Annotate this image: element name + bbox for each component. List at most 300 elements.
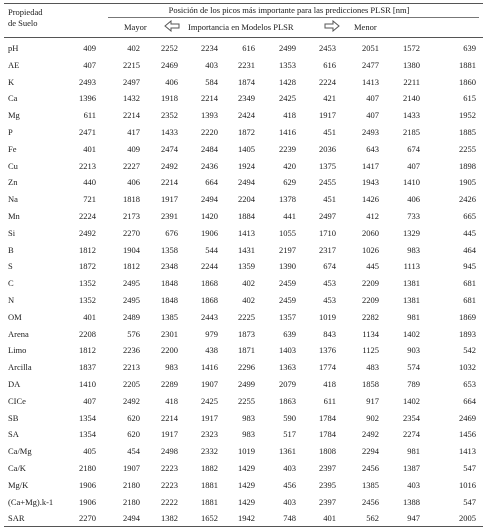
table-row xyxy=(0,359,487,376)
peak-value: 2492 xyxy=(79,227,96,238)
peak-value: 611 xyxy=(83,110,96,121)
peak-value: 2236 xyxy=(123,345,140,356)
peak-value: 2270 xyxy=(79,513,96,524)
importancia-label: Importancia en Modelos PLSR xyxy=(188,22,294,32)
peak-value: 2255 xyxy=(238,395,255,406)
peak-value: 421 xyxy=(323,93,336,104)
peak-value: 2051 xyxy=(362,43,379,53)
peak-value: 2205 xyxy=(123,379,140,389)
peak-value: 1410 xyxy=(403,177,420,188)
peak-value: 1881 xyxy=(201,479,218,490)
table-row xyxy=(0,426,487,443)
peak-value: 1881 xyxy=(459,59,476,70)
peak-value: 1456 xyxy=(459,429,476,440)
peak-value: 2294 xyxy=(362,446,379,457)
peak-value: 615 xyxy=(463,93,476,104)
peak-value: 2197 xyxy=(279,244,296,255)
peak-value: 1858 xyxy=(362,379,379,389)
peak-value: 1426 xyxy=(362,194,379,205)
peak-value: 451 xyxy=(323,127,336,137)
peak-value: 2225 xyxy=(238,311,255,322)
peak-value: 611 xyxy=(323,395,336,406)
peak-value: 453 xyxy=(323,295,336,305)
peak-value: 2494 xyxy=(238,177,255,188)
peak-value: 1354 xyxy=(79,412,96,423)
property-name: SA xyxy=(8,429,19,440)
property-name: Mn xyxy=(8,211,20,221)
peak-value: 2214 xyxy=(123,110,140,121)
peak-value: 676 xyxy=(165,227,178,238)
peak-value: 2140 xyxy=(403,93,420,104)
peak-value: 748 xyxy=(283,513,296,524)
peak-value: 1363 xyxy=(279,362,296,373)
peak-value: 403 xyxy=(283,463,296,473)
table-title: Posición de los picos más importante para las predicciones PLSR [nm] xyxy=(168,5,410,15)
header-bottom-rule xyxy=(4,37,483,38)
peak-value: 1869 xyxy=(459,311,476,322)
property-name: S xyxy=(8,261,13,272)
peak-value: 1873 xyxy=(238,328,255,339)
peak-value: 1812 xyxy=(79,244,96,255)
table-row xyxy=(0,376,487,393)
peak-value: 1431 xyxy=(238,244,255,255)
property-name: N xyxy=(8,295,15,305)
peak-value: 2471 xyxy=(79,127,96,137)
peak-value: 2469 xyxy=(459,412,476,423)
peak-value: 2005 xyxy=(459,513,476,524)
peak-value: 2214 xyxy=(161,177,178,188)
peak-value: 2469 xyxy=(161,59,178,70)
peak-value: 2443 xyxy=(201,311,218,322)
peak-value: 2493 xyxy=(362,127,379,137)
peak-value: 2391 xyxy=(161,211,178,221)
peak-value: 2494 xyxy=(201,194,218,205)
peak-value: 1429 xyxy=(238,496,255,507)
peak-value: 562 xyxy=(366,513,379,524)
peak-value: 1417 xyxy=(362,160,379,171)
peak-value: 1413 xyxy=(238,227,255,238)
property-name: Arcilla xyxy=(8,362,32,373)
peak-value: 1428 xyxy=(279,76,296,87)
peak-value: 2060 xyxy=(362,227,379,238)
peak-value: 2223 xyxy=(161,463,178,473)
peak-value: 407 xyxy=(407,160,420,171)
peak-value: 1812 xyxy=(123,261,140,272)
peak-value: 483 xyxy=(366,362,379,373)
peak-value: 2474 xyxy=(161,143,178,154)
peak-value: 2252 xyxy=(161,43,178,53)
peak-value: 1381 xyxy=(403,278,420,289)
peak-value: 1917 xyxy=(161,194,178,205)
peak-value: 401 xyxy=(323,513,336,524)
peak-value: 2180 xyxy=(79,463,96,473)
peak-value: 445 xyxy=(463,227,476,238)
peak-value: 1572 xyxy=(403,43,420,53)
peak-value: 1918 xyxy=(161,93,178,104)
table-row xyxy=(0,309,487,326)
peak-value: 403 xyxy=(283,496,296,507)
peak-value: 665 xyxy=(463,211,476,221)
peak-value: 438 xyxy=(205,345,218,356)
peak-value: 983 xyxy=(242,429,255,440)
table-row xyxy=(0,258,487,275)
peak-value: 2209 xyxy=(362,295,379,305)
peak-value: 406 xyxy=(165,76,178,87)
property-name: SB xyxy=(8,412,19,423)
peak-value: 1924 xyxy=(238,160,255,171)
peak-value: 1812 xyxy=(79,345,96,356)
peak-value: 2453 xyxy=(319,43,336,53)
peak-value: 664 xyxy=(205,177,218,188)
peak-value: 1016 xyxy=(459,479,476,490)
peak-value: 2495 xyxy=(123,295,140,305)
property-name: Arena xyxy=(8,328,29,339)
property-name: Fe xyxy=(8,143,17,154)
peak-value: 1026 xyxy=(362,244,379,255)
table-row xyxy=(0,326,487,343)
table-row xyxy=(0,191,487,208)
peak-value: 544 xyxy=(205,244,218,255)
peak-value: 2425 xyxy=(201,395,218,406)
peak-value: 629 xyxy=(283,177,296,188)
peak-value: 2426 xyxy=(459,194,476,205)
peak-value: 1433 xyxy=(161,127,178,137)
property-name: Ca xyxy=(8,93,18,104)
peak-value: 1784 xyxy=(319,412,336,423)
peak-value: 441 xyxy=(283,211,296,221)
peak-value: 2227 xyxy=(123,160,140,171)
table-row xyxy=(0,477,487,494)
peak-value: 1385 xyxy=(161,311,178,322)
peak-value: 1906 xyxy=(201,227,218,238)
peak-value: 843 xyxy=(323,328,336,339)
property-name: C xyxy=(8,278,14,289)
peak-value: 2456 xyxy=(362,463,379,473)
mayor-label: Mayor xyxy=(124,22,147,32)
table-row xyxy=(0,242,487,259)
peak-value: 2211 xyxy=(403,76,420,87)
peak-value: 1429 xyxy=(238,479,255,490)
peak-value: 1848 xyxy=(161,278,178,289)
peak-value: 1871 xyxy=(238,345,255,356)
peak-value: 1837 xyxy=(79,362,96,373)
peak-value: 721 xyxy=(83,194,96,205)
peak-value: 2214 xyxy=(201,93,218,104)
peak-value: 1860 xyxy=(459,76,476,87)
peak-value: 1872 xyxy=(79,261,96,272)
peak-value: 1019 xyxy=(238,446,255,457)
peak-value: 1942 xyxy=(238,513,255,524)
peak-value: 1354 xyxy=(79,429,96,440)
peak-value: 406 xyxy=(127,177,140,188)
peak-value: 1905 xyxy=(459,177,476,188)
property-name: Cu xyxy=(8,160,18,171)
peak-value: 2397 xyxy=(319,496,336,507)
property-name: B xyxy=(8,244,14,255)
peak-value: 2492 xyxy=(161,160,178,171)
peak-value: 1390 xyxy=(279,261,296,272)
peak-value: 1393 xyxy=(201,110,218,121)
peak-value: 1906 xyxy=(79,479,96,490)
peak-value: 2282 xyxy=(362,311,379,322)
peak-value: 401 xyxy=(83,143,96,154)
peak-value: 1352 xyxy=(79,278,96,289)
peak-value: 453 xyxy=(323,278,336,289)
peak-value: 454 xyxy=(127,446,140,457)
peak-value: 1907 xyxy=(201,379,218,389)
property-name: AE xyxy=(8,59,20,70)
peak-value: 2270 xyxy=(123,227,140,238)
peak-value: 1917 xyxy=(201,412,218,423)
peak-value: 2220 xyxy=(201,127,218,137)
peak-value: 1113 xyxy=(403,261,420,272)
table-row xyxy=(0,225,487,242)
table-row xyxy=(0,393,487,410)
peak-value: 2395 xyxy=(319,479,336,490)
peak-value: 1357 xyxy=(279,311,296,322)
peak-value: 1353 xyxy=(279,59,296,70)
peak-value: 464 xyxy=(463,244,476,255)
property-header-line2: de Suelo xyxy=(8,18,38,28)
property-name: P xyxy=(8,127,13,137)
peak-value: 983 xyxy=(165,362,178,373)
peak-value: 451 xyxy=(323,194,336,205)
peak-value: 2208 xyxy=(79,328,96,339)
peak-value: 1710 xyxy=(319,227,336,238)
peak-value: 1874 xyxy=(238,76,255,87)
peak-value: 1868 xyxy=(201,278,218,289)
property-name: SAR xyxy=(8,513,25,524)
peak-value: 1808 xyxy=(319,446,336,457)
peak-value: 418 xyxy=(283,110,296,121)
peak-value: 1774 xyxy=(319,362,336,373)
table-row xyxy=(0,57,487,74)
peak-value: 402 xyxy=(127,43,140,53)
peak-value: 1952 xyxy=(459,110,476,121)
peak-value: 407 xyxy=(83,59,96,70)
peak-value: 542 xyxy=(463,345,476,356)
property-name: Zn xyxy=(8,177,18,188)
peak-value: 1402 xyxy=(403,395,420,406)
property-name: pH xyxy=(8,43,19,53)
peak-value: 403 xyxy=(205,59,218,70)
property-header-line1: Propiedad xyxy=(8,7,43,17)
property-name: Ca/Mg xyxy=(8,446,32,457)
table-row xyxy=(0,275,487,292)
table-row xyxy=(0,510,487,527)
peak-value: 2354 xyxy=(403,412,420,423)
peak-value: 2493 xyxy=(79,76,96,87)
peak-value: 401 xyxy=(83,311,96,322)
peak-value: 903 xyxy=(407,345,420,356)
property-name: OM xyxy=(8,311,22,322)
peak-value: 445 xyxy=(366,261,379,272)
peak-value: 681 xyxy=(463,295,476,305)
table-row xyxy=(0,107,487,124)
peak-value: 2348 xyxy=(161,261,178,272)
peak-value: 1380 xyxy=(403,59,420,70)
peak-value: 2079 xyxy=(279,379,296,389)
peak-value: 1352 xyxy=(79,295,96,305)
peak-value: 620 xyxy=(127,412,140,423)
peak-value: 1917 xyxy=(161,429,178,440)
peak-value: 547 xyxy=(463,496,476,507)
peak-value: 2213 xyxy=(123,362,140,373)
table-row xyxy=(0,443,487,460)
peak-value: 2209 xyxy=(362,278,379,289)
peak-value: 616 xyxy=(323,59,336,70)
peak-value: 2180 xyxy=(123,496,140,507)
peak-value: 1429 xyxy=(238,463,255,473)
property-name: Mg xyxy=(8,110,20,121)
peak-value: 2323 xyxy=(201,429,218,440)
peak-value: 1433 xyxy=(403,110,420,121)
peak-value: 639 xyxy=(463,43,476,53)
menor-label: Menor xyxy=(354,22,377,32)
peak-value: 1885 xyxy=(459,127,476,137)
property-name: (Ca+Mg).k-1 xyxy=(8,496,54,507)
peak-value: 402 xyxy=(242,278,255,289)
peak-value: 620 xyxy=(127,429,140,440)
peak-value: 2497 xyxy=(319,211,336,221)
peak-value: 1359 xyxy=(238,261,255,272)
peak-value: 403 xyxy=(407,479,420,490)
peak-value: 1413 xyxy=(362,76,379,87)
peak-value: 1863 xyxy=(279,395,296,406)
peak-value: 1405 xyxy=(238,143,255,154)
peak-value: 402 xyxy=(242,295,255,305)
peak-value: 2352 xyxy=(161,110,178,121)
peak-value: 2200 xyxy=(161,345,178,356)
peak-value: 2397 xyxy=(319,463,336,473)
table-row xyxy=(0,342,487,359)
table-row xyxy=(0,74,487,91)
peak-value: 456 xyxy=(283,479,296,490)
table-row xyxy=(0,174,487,191)
peak-value: 1410 xyxy=(79,379,96,389)
peak-value: 643 xyxy=(366,143,379,154)
peak-value: 1868 xyxy=(201,295,218,305)
peak-value: 1784 xyxy=(319,429,336,440)
peak-value: 1416 xyxy=(279,127,296,137)
peak-value: 2296 xyxy=(238,362,255,373)
arrow-right-icon xyxy=(324,20,340,32)
table-row xyxy=(0,141,487,158)
peak-value: 407 xyxy=(83,395,96,406)
peak-value: 584 xyxy=(205,76,218,87)
peak-value: 2456 xyxy=(362,496,379,507)
peak-value: 917 xyxy=(366,395,379,406)
peak-value: 616 xyxy=(242,43,255,53)
peak-value: 1898 xyxy=(459,160,476,171)
peak-value: 1388 xyxy=(403,496,420,507)
peak-value: 440 xyxy=(83,177,96,188)
peak-value: 1378 xyxy=(279,194,296,205)
table-row xyxy=(0,40,487,57)
peak-value: 574 xyxy=(407,362,420,373)
peak-value: 2455 xyxy=(319,177,336,188)
peak-value: 2495 xyxy=(123,278,140,289)
peak-value: 979 xyxy=(205,328,218,339)
top-rule xyxy=(4,3,483,4)
peak-value: 1907 xyxy=(123,463,140,473)
peak-value: 1882 xyxy=(201,463,218,473)
peak-value: 1943 xyxy=(362,177,379,188)
peak-value: 2274 xyxy=(403,429,420,440)
peak-value: 674 xyxy=(407,143,420,154)
table-row xyxy=(0,494,487,511)
property-name: Mg/K xyxy=(8,479,29,490)
peak-value: 2234 xyxy=(201,43,218,53)
property-name: Limo xyxy=(8,345,27,356)
peak-value: 2484 xyxy=(201,143,218,154)
peak-value: 2224 xyxy=(319,76,336,87)
peak-value: 2180 xyxy=(123,479,140,490)
peak-value: 1403 xyxy=(279,345,296,356)
peak-value: 517 xyxy=(283,429,296,440)
peak-value: 547 xyxy=(463,463,476,473)
peak-value: 1381 xyxy=(403,295,420,305)
peak-value: 2459 xyxy=(279,278,296,289)
title-underline xyxy=(108,17,479,18)
peak-value: 406 xyxy=(407,194,420,205)
peak-value: 681 xyxy=(463,278,476,289)
peak-value: 2173 xyxy=(123,211,140,221)
peak-value: 1358 xyxy=(161,244,178,255)
peak-value: 2489 xyxy=(123,311,140,322)
peak-value: 1402 xyxy=(403,328,420,339)
peak-value: 983 xyxy=(242,412,255,423)
peak-value: 902 xyxy=(366,412,379,423)
table-row xyxy=(0,158,487,175)
property-name: Si xyxy=(8,227,16,238)
peak-value: 2036 xyxy=(319,143,336,154)
property-name: CICe xyxy=(8,395,26,406)
peak-value: 1385 xyxy=(362,479,379,490)
peak-value: 2498 xyxy=(161,446,178,457)
peak-value: 2204 xyxy=(238,194,255,205)
peak-value: 653 xyxy=(463,379,476,389)
peak-value: 417 xyxy=(127,127,140,137)
peak-value: 1893 xyxy=(459,328,476,339)
peak-value: 1881 xyxy=(201,496,218,507)
peak-value: 2317 xyxy=(319,244,336,255)
peak-value: 590 xyxy=(283,412,296,423)
peak-value: 1134 xyxy=(362,328,379,339)
peak-value: 2213 xyxy=(79,160,96,171)
peak-value: 1413 xyxy=(459,446,476,457)
peak-value: 2492 xyxy=(123,395,140,406)
peak-value: 1382 xyxy=(161,513,178,524)
peak-value: 2244 xyxy=(201,261,218,272)
peak-value: 409 xyxy=(127,143,140,154)
peak-value: 2185 xyxy=(403,127,420,137)
bottom-rule xyxy=(4,526,483,527)
peak-value: 405 xyxy=(83,446,96,457)
peak-value: 409 xyxy=(83,43,96,53)
table-row xyxy=(0,90,487,107)
peak-value: 418 xyxy=(165,395,178,406)
peak-value: 945 xyxy=(463,261,476,272)
peak-value: 983 xyxy=(407,244,420,255)
property-name: Ca/K xyxy=(8,463,26,473)
peak-value: 1375 xyxy=(319,160,336,171)
peak-value: 1917 xyxy=(319,110,336,121)
table-row xyxy=(0,124,487,141)
peak-value: 412 xyxy=(366,211,379,221)
peak-value: 2436 xyxy=(201,160,218,171)
property-name: K xyxy=(8,76,15,87)
